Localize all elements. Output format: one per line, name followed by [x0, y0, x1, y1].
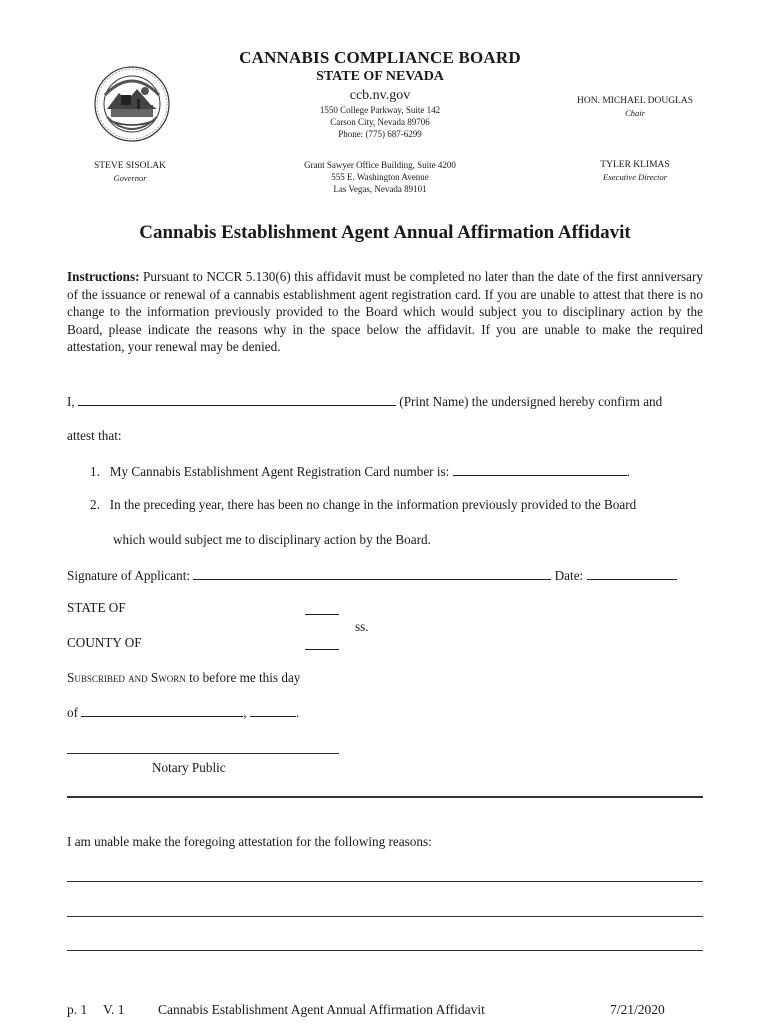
signature-date-field[interactable]: [587, 566, 677, 580]
reason-line-2[interactable]: [67, 916, 703, 917]
footer-page: p. 1: [67, 1002, 88, 1017]
governor-block: [60, 160, 200, 184]
section-divider: [67, 796, 703, 798]
print-name-field[interactable]: [78, 392, 396, 406]
attest-text: attest that:: [67, 428, 122, 443]
state-title: STATE OF NEVADA: [316, 69, 444, 84]
registration-card-number-field[interactable]: [453, 462, 627, 476]
director-role: Executive Director: [602, 172, 668, 182]
ss-text: ss.: [355, 619, 369, 634]
instructions-text: Pursuant to NCCR 5.130(6) this affidavit must be completed no later than the date of the first anniversary of the issuance or renewal of a cannabis establishment agent registration card. If you are unable to attest that there is no change to the information previously provided to the Board which would subject you to disciplinary action by the Board, please indicate the reasons why in the space below the affidavit. If you are unable to make the required attestation, your renewal may be denied.: [67, 269, 704, 354]
reasons-label: I am unable make the foregoing attestation for the following reasons:: [67, 834, 432, 849]
board-title: CANNABIS COMPLIANCE BOARD: [239, 48, 521, 67]
notary-public-label: Notary Public: [152, 760, 226, 775]
item-2: 2. In the preceding year, there has been no change in the information previously provided to the Board: [90, 497, 637, 512]
notary-month-field[interactable]: [81, 703, 243, 717]
notary-signature-field[interactable]: [67, 753, 339, 754]
instructions-paragraph: [67, 268, 703, 356]
reason-line-3[interactable]: [67, 950, 703, 951]
carson-city-address: 1550 College Parkway, Suite 142 Carson City, Nevada 89706 Phone: (775) 687-6299: [319, 105, 441, 139]
county-of-label: COUNTY OF: [67, 635, 142, 650]
item-2-continued: which would subject me to disciplinary action by the Board.: [113, 532, 431, 547]
signature-line: Signature of Applicant: Date:: [67, 566, 677, 584]
director-block: [560, 159, 710, 183]
document-title: Cannabis Establishment Agent Annual Affirmation Affidavit: [139, 222, 631, 243]
print-name-line: I, (Print Name) the undersigned hereby confirm and: [67, 392, 662, 410]
state-of-label: STATE OF: [67, 600, 126, 615]
notary-date-line: of , .: [67, 703, 299, 721]
state-of-field[interactable]: [305, 600, 339, 615]
chair-block: [560, 95, 710, 119]
las-vegas-address: Grant Sawyer Office Building, Suite 4200 555 E. Washington Avenue Las Vegas, Nevada 89101: [304, 160, 456, 194]
applicant-signature-field[interactable]: [193, 566, 551, 580]
reason-line-1[interactable]: [67, 881, 703, 882]
chair-role: Chair: [625, 108, 645, 118]
county-of-field[interactable]: [305, 635, 339, 650]
website: ccb.nv.gov: [349, 88, 411, 103]
footer-date: 7/21/2020: [610, 1002, 665, 1017]
nevada-state-seal-icon: [93, 65, 171, 143]
chair-name: HON. MICHAEL DOUGLAS: [576, 96, 694, 106]
footer-title: Cannabis Establishment Agent Annual Affirmation Affidavit: [158, 1002, 485, 1017]
instructions-label: Instructions:: [67, 269, 140, 284]
item-1: 1. My Cannabis Establishment Agent Registration Card number is: .: [90, 462, 630, 480]
governor-role: Governor: [113, 173, 147, 183]
subscribed-sworn-text: Subscribed and Sworn to before me this day: [67, 670, 301, 685]
footer-version: V. 1: [103, 1002, 125, 1017]
director-name: TYLER KLIMAS: [600, 160, 670, 170]
governor-name: STEVE SISOLAK: [93, 161, 167, 171]
notary-year-field[interactable]: [250, 703, 296, 717]
